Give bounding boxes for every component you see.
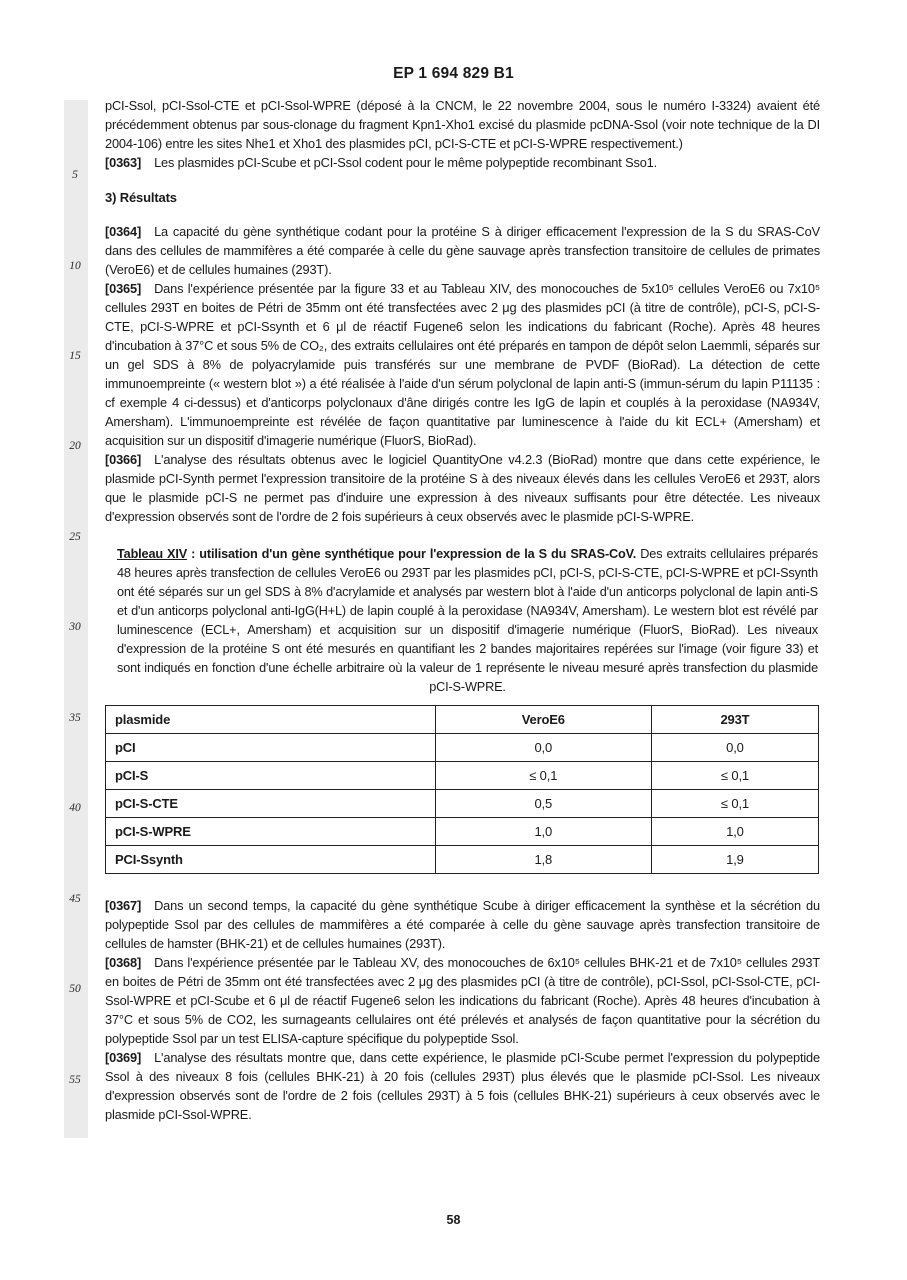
table-cell-veroe6: 0,5	[435, 790, 651, 818]
table-cell-plasmide: pCI-S-CTE	[106, 790, 436, 818]
line-number: 25	[69, 531, 81, 543]
table-cell-293t: ≤ 0,1	[651, 762, 818, 790]
table-row	[106, 818, 819, 846]
table-cell-veroe6: 1,8	[435, 846, 651, 874]
line-number: 5	[72, 169, 78, 181]
document-body	[105, 96, 820, 1124]
line-number: 10	[69, 260, 81, 272]
paragraph-text: pCI-Ssol, pCI-Ssol-CTE et pCI-Ssol-WPRE (déposé à la CNCM, le 22 novembre 2004, sous le numéro I-3324) avaient été précédemment obtenus par sous-clonage du fragment Kpn1-Xho1 excisé du plasmide pcDNA-Ssol (voir note technique de la DI 2004-106) entre les sites Nhe1 et Xho1 des plasmides pCI, pCI-S-CTE et pCI-S-WPRE respectivement.)	[105, 98, 820, 151]
table-row	[106, 846, 819, 874]
line-number: 40	[69, 802, 81, 814]
table-cell-293t: 0,0	[651, 734, 818, 762]
table-cell-plasmide: PCI-Ssynth	[106, 846, 436, 874]
paragraph-0368	[105, 953, 820, 1048]
page-header	[0, 65, 907, 83]
table-caption-text: Des extraits cellulaires préparés 48 heures après transfection de cellules VeroE6 ou 293T par les plasmides pCI, pCI-S, pCI-S-CTE, pCI-S-WPRE et pCI-Ssynth ont été séparés sur un gel SDS à 8% d'acrylamide et analysés par western blot à l'aide d'un anticorps polyclonal de lapin anti-S et d'un anticorps polyclonal anti-IgG(H+L) de lapin couplé à la peroxidase (NA934V, Amersham). Le western blot est révélé par luminescence (ECL+, Amersham) et acquisition sur un dispositif d'imagerie numérique (FluorS, BioRad). Les niveaux d'expression de la protéine S ont été mesurés en quantifiant les 2 bandes majoritaires repérées sur l'image (voir figure 33) et sont indiqués en fonction d'une échelle arbitraire où la valeur de 1 représente le niveau mesuré après transfection du plasmide pCI-S-WPRE.	[117, 547, 818, 694]
paragraph-0364	[105, 222, 820, 279]
line-number: 30	[69, 621, 81, 633]
line-number: 45	[69, 893, 81, 905]
line-number: 50	[69, 983, 81, 995]
paragraph-number: [0364]	[105, 224, 142, 239]
paragraph-text: L'analyse des résultats obtenus avec le logiciel QuantityOne v4.2.3 (BioRad) montre que dans cette expérience, le plasmide pCI-Synth permet l'expression transitoire de la protéine S à des niveaux élevés dans les cellules VeroE6 et 293T, alors que le plasmide pCI-S ne permet pas d'induire une expression à des niveaux suffisants pour être détectée. Les niveaux d'expression observés sont de l'ordre de 2 fois supérieurs à ceux observés avec le plasmide pCI-S-WPRE.	[105, 452, 820, 524]
page-footer	[0, 1213, 907, 1227]
table-cell-veroe6: ≤ 0,1	[435, 762, 651, 790]
paragraph-text: Dans un second temps, la capacité du gène synthétique Scube à diriger efficacement la synthèse et la sécrétion du polypeptide Ssol par des cellules de mammifères a été comparée à celle du gène sauvage après transfection transitoire de cellules de hamster (BHK-21) et de cellules humaines (293T).	[105, 898, 820, 951]
paragraph-number: [0367]	[105, 898, 142, 913]
paragraph-number: [0363]	[105, 155, 142, 170]
paragraph-number: [0368]	[105, 955, 142, 970]
table-cell-plasmide: pCI-S	[106, 762, 436, 790]
paragraph-text: Dans l'expérience présentée par la figure 33 et au Tableau XIV, des monocouches de 5x10⁵ cellules VeroE6 ou 7x10⁵ cellules 293T en boites de Pétri de 35mm ont été transfectées avec 2 μg des plasmides pCI (à titre de contrôle), pCI-S, pCI-S-CTE, pCI-S-WPRE et pCI-Ssynth et 6 μl de réactif Fugene6 selon les indications du fabricant (Roche). Après 48 heures d'incubation à 37°C et sous 5% de CO₂, des extraits cellulaires ont été préparés en tampon de dépôt selon Laemmli, séparés sur un gel SDS à 8% de polyacrylamide puis transférés sur une membrane de PVDF (BioRad). La détection de cette immunoempreinte (« western blot ») a été réalisée à l'aide d'un sérum polyclonal de lapin anti-S (immun-sérum du lapin P11135 : cf exemple 4 ci-dessus) et d'anticorps polyclonaux d'âne dirigés contre les IgG de lapin et couplés à la peroxidase (NA934V, Amersham). L'immunoempreinte est révélée de façon quantitative par luminescence à l'aide du kit ECL+ (Amersham) et acquisition sur un dispositif d'imagerie numérique (FluorS, BioRad).	[105, 281, 820, 448]
paragraph-0363	[105, 153, 820, 172]
paragraph-text: La capacité du gène synthétique codant pour la protéine S à diriger efficacement l'expression de la S du SRAS-CoV dans des cellules de mammifères a été comparée à celle du gène sauvage après transfection transitoire de cellules de primates (VeroE6) et de cellules humaines (293T).	[105, 224, 820, 277]
table-cell-veroe6: 1,0	[435, 818, 651, 846]
paragraph-number: [0365]	[105, 281, 142, 296]
column-header-plasmide: plasmide	[106, 706, 436, 734]
paragraph-0365	[105, 279, 820, 450]
table-caption-label: Tableau XIV	[117, 547, 188, 561]
paragraph-0366	[105, 450, 820, 526]
paragraph-0369	[105, 1048, 820, 1124]
paragraph-number: [0369]	[105, 1050, 142, 1065]
table-cell-293t: ≤ 0,1	[651, 790, 818, 818]
line-number: 35	[69, 712, 81, 724]
line-number: 20	[69, 440, 81, 452]
results-table	[105, 705, 819, 874]
paragraph-text: L'analyse des résultats montre que, dans cette expérience, le plasmide pCI-Scube permet l'expression du polypeptide Ssol à des niveaux 8 fois (cellules BHK-21) à 20 fois (cellules 293T) plus élevés que le plasmide pCI-Ssol. Les niveaux d'expression observés sont de l'ordre de 2 fois (cellules 293T) à 5 fois (cellules BHK-21) supérieurs à ceux observés avec le plasmide pCI-Ssol-WPRE.	[105, 1050, 820, 1122]
document-title: EP 1 694 829 B1	[393, 65, 514, 82]
line-number: 55	[69, 1074, 81, 1086]
table-cell-293t: 1,0	[651, 818, 818, 846]
table-cell-plasmide: pCI	[106, 734, 436, 762]
paragraph-text: Les plasmides pCI-Scube et pCI-Ssol codent pour le même polypeptide recombinant Sso1.	[154, 155, 658, 170]
paragraph-number: [0366]	[105, 452, 142, 467]
paragraph-text: Dans l'expérience présentée par le Tableau XV, des monocouches de 6x10⁵ cellules BHK-21 et de 7x10⁵ cellules 293T en boites de Pétri de 35mm ont été transfectées avec 2 μg des plasmides pCI (à titre de contrôle), pCI-Ssol, pCI-Ssol-CTE, pCI-Ssol-WPRE et pCI-Scube et 6 μl de réactif Fugene6 selon les indications du fabricant (Roche). Après 48 heures d'incubation à 37°C et sous 5% de CO2, les surnageants cellulaires ont été prélevés et analysés de façon quantitative pour la sécrétion du polypeptide Ssol par un test ELISA-capture spécifique du polypeptide Ssol.	[105, 955, 820, 1046]
page-number: 58	[446, 1213, 461, 1227]
line-number: 15	[69, 350, 81, 362]
table-header-row	[106, 706, 819, 734]
paragraph-continuation	[105, 96, 820, 153]
paragraph-0367	[105, 896, 820, 953]
table-row	[106, 762, 819, 790]
table-row	[106, 734, 819, 762]
section-heading: 3) Résultats	[105, 190, 177, 205]
table-cell-veroe6: 0,0	[435, 734, 651, 762]
table-caption-bold-text: : utilisation d'un gène synthétique pour l'expression de la S du SRAS-CoV.	[187, 547, 641, 561]
column-header-veroe6: VeroE6	[435, 706, 651, 734]
table-cell-293t: 1,9	[651, 846, 818, 874]
table-caption	[117, 545, 818, 697]
column-header-293t: 293T	[651, 706, 818, 734]
table-cell-plasmide: pCI-S-WPRE	[106, 818, 436, 846]
table-row	[106, 790, 819, 818]
